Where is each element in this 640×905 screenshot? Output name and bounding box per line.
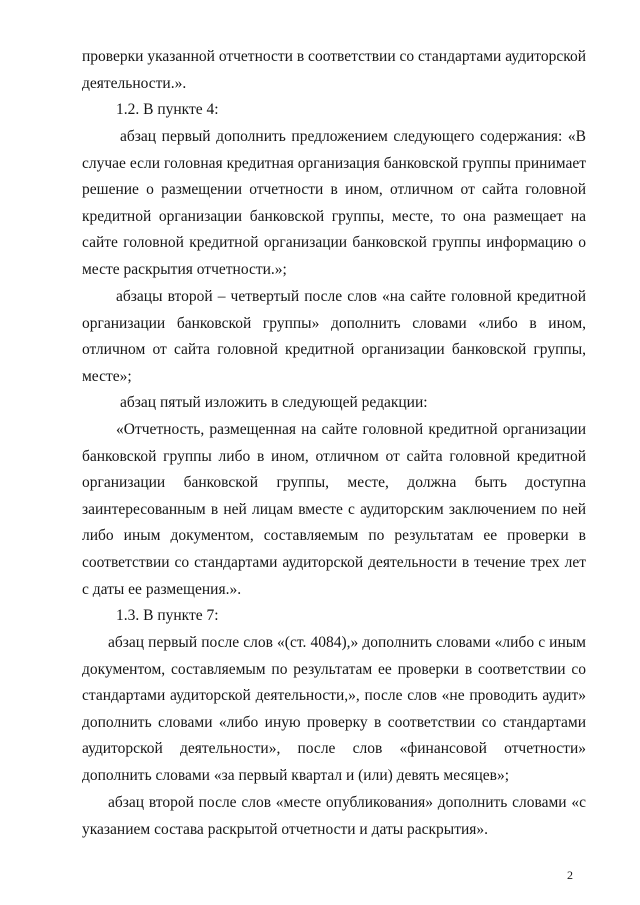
paragraph-quoted-text: «Отчетность, размещенная на сайте головной кредитной организации банковской группы либо в ином, отличном от сайта головной кредитной организации банковской группы, месте, должна быть доступна заинтересованным в ней лицам вместе с аудиторским заключением по ней либо иным документом, составляемым по результатам ее проверки в соответствии со стандартами аудиторской деятельности в течение трех лет с даты ее размещения.». <box>82 421 586 598</box>
paragraph-item-7-first: абзац первый после слов «(ст. 4084),» дополнить словами «либо с иным документом, составляемым по результатам ее проверки в соответствии со стандартами аудиторской деятельности,», после слов «не проводить аудит» дополнить словами «либо иную проверку в соответствии со стандартами аудиторской деятельности», после слов «финансовой отчетности» дополнить словами «за первый квартал и (или) девять месяцев»; <box>82 634 586 784</box>
section-heading-1-2: 1.2. В пункте 4: <box>116 101 219 118</box>
section-heading-1-3: 1.3. В пункте 7: <box>116 607 219 624</box>
paragraph-continuation: проверки указанной отчетности в соответствии со стандартами аудиторской деятельности.». <box>82 48 586 92</box>
paragraph-item-4-fifth: абзац пятый изложить в следующей редакции: <box>120 394 428 411</box>
paragraph-item-4-second-fourth: абзацы второй – четвертый после слов «на сайте головной кредитной организации банковской группы» дополнить словами «либо в ином, отличном от сайта головной кредитной организации банковской группы, месте»; <box>82 288 586 385</box>
page-number: 2 <box>567 868 573 882</box>
paragraph-item-7-second: абзац второй после слов «месте опубликования» дополнить словами «с указанием состава раскрытой отчетности и даты раскрытия». <box>82 794 586 838</box>
paragraph-item-4-first: абзац первый дополнить предложением следующего содержания: «В случае если головная кредитная организация банковской группы принимает решение о размещении отчетности в ином, отличном от сайта головной кредитной организации банковской группы, месте, то она размещает на сайте головной кредитной организации банковской группы информацию о месте раскрытия отчетности.»; <box>82 128 586 278</box>
